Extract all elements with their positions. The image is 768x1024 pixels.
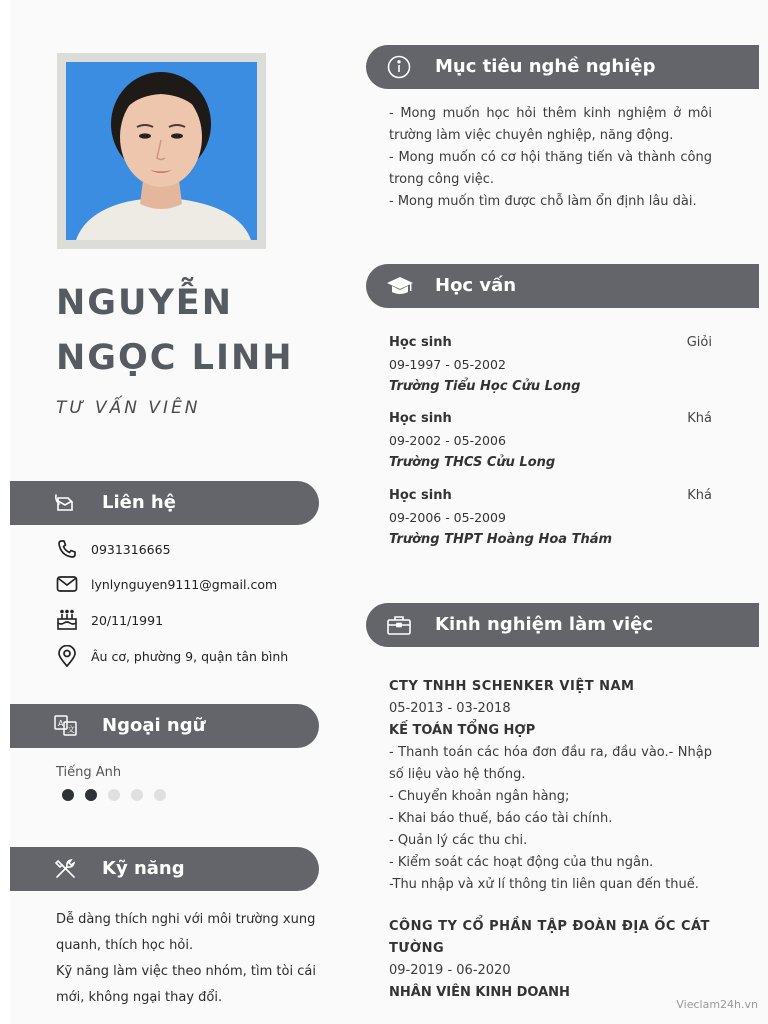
experience-detail: -Thu nhập và xử lí thông tin liên quan đến thuế. [389, 877, 699, 892]
education-dates: 09-2002 - 05-2006 [389, 433, 506, 448]
language-level-dot-empty [154, 789, 166, 801]
contact-phone: 0931316665 [91, 542, 171, 557]
info-icon [386, 55, 412, 79]
location-pin-icon [56, 645, 78, 667]
education-item [389, 335, 712, 401]
section-contact-header [10, 481, 319, 525]
section-objective-header [366, 45, 759, 89]
language-level-dot-filled [62, 789, 74, 801]
section-experience-header [366, 603, 759, 647]
name-line-1: NGUYỄN [56, 283, 233, 323]
experience-company: CÔNG TY CỔ PHẦN TẬP ĐOÀN ĐỊA ỐC CÁT TƯỜNG [389, 919, 710, 956]
education-heading: Học vấn [435, 275, 517, 296]
education-degree: Học sinh [389, 488, 452, 503]
svg-text:A: A [58, 719, 64, 728]
experience-dates: 09-2019 - 06-2020 [389, 963, 511, 978]
language-level-dot-filled [85, 789, 97, 801]
candidate-name [56, 276, 294, 386]
skills-line-1: Dễ dàng thích nghi với môi trường xung quanh, thích học hỏi. [56, 912, 316, 953]
phone-icon [56, 538, 78, 560]
experience-role: KẾ TOÁN TỔNG HỢP [389, 723, 536, 738]
experience-heading: Kinh nghiệm làm việc [435, 614, 654, 635]
experience-detail: - Quản lý các thu chi. [389, 833, 528, 848]
watermark: Vieclam24h.vn [676, 998, 758, 1011]
experience-detail: - Kiểm soát các hoạt động của thu ngân. [389, 855, 654, 870]
education-item [389, 411, 712, 477]
experience-dates: 05-2013 - 03-2018 [389, 701, 511, 716]
contact-address-row [56, 645, 316, 669]
education-degree: Học sinh [389, 411, 452, 426]
name-line-2: NGỌC LINH [56, 338, 294, 378]
objective-line-1: - Mong muốn học hỏi thêm kinh nghiệm ở môi trường làm việc chuyên nghiệp, năng động. [389, 106, 712, 143]
experience-item [389, 676, 712, 896]
objective-line-3: - Mong muốn tìm được chỗ làm ổn định lâu dài. [389, 194, 697, 209]
education-rank: Khá [687, 488, 712, 503]
education-school: Trường Tiểu Học Cửu Long [389, 379, 581, 394]
experience-company: CTY TNHH SCHENKER VIỆT NAM [389, 679, 635, 694]
contact-birthday-row [56, 609, 316, 633]
section-education-header [366, 264, 759, 308]
phone-envelope-icon [54, 492, 78, 514]
education-item [389, 488, 712, 554]
education-school: Trường THCS Cửu Long [389, 455, 556, 470]
contact-birthday: 20/11/1991 [91, 613, 164, 628]
objective-line-2: - Mong muốn có cơ hội thăng tiến và thành công trong công việc. [389, 150, 712, 187]
experience-detail: - Chuyển khoản ngân hàng; [389, 789, 570, 804]
skills-heading: Kỹ năng [102, 858, 185, 879]
job-title: TƯ VẤN VIÊN [56, 398, 201, 418]
languages-heading: Ngoại ngữ [102, 715, 206, 736]
experience-detail: - Khai báo thuế, báo cáo tài chính. [389, 811, 613, 826]
language-name: Tiếng Anh [56, 765, 122, 780]
education-school: Trường THPT Hoàng Hoa Thám [389, 532, 613, 547]
graduation-cap-icon [386, 274, 412, 298]
contact-phone-row [56, 538, 316, 562]
contact-heading: Liên hệ [102, 492, 176, 513]
experience-role: NHÂN VIÊN KINH DOANH [389, 985, 570, 1000]
education-dates: 09-1997 - 05-2002 [389, 357, 506, 372]
education-dates: 09-2006 - 05-2009 [389, 510, 506, 525]
tools-icon [54, 858, 78, 880]
education-rank: Khá [687, 411, 712, 426]
skills-text [56, 907, 321, 1011]
objective-heading: Mục tiêu nghề nghiệp [435, 56, 656, 77]
education-rank: Giỏi [686, 335, 712, 350]
experience-detail: - Thanh toán các hóa đơn đầu ra, đầu vào.- Nhập số liệu vào hệ thống. [389, 745, 712, 782]
section-languages-header [10, 704, 319, 748]
briefcase-icon [386, 613, 412, 637]
contact-email-row [56, 573, 316, 597]
language-level-dot-empty [131, 789, 143, 801]
contact-email: lynlynguyen9111@gmail.com [91, 577, 278, 592]
contact-address: Âu cơ, phường 9, quận tân bình [91, 649, 289, 664]
section-skills-header [10, 847, 319, 891]
profile-photo-frame [57, 53, 266, 249]
email-icon [56, 573, 78, 595]
birthday-cake-icon [56, 609, 78, 631]
experience-item [389, 916, 712, 1004]
objective-text [389, 103, 712, 213]
profile-photo [66, 62, 257, 240]
education-degree: Học sinh [389, 335, 452, 350]
skills-line-2: Kỹ năng làm việc theo nhóm, tìm tòi cái mới, không ngại thay đổi. [56, 964, 316, 1005]
svg-text:文: 文 [67, 725, 75, 734]
language-level-dot-empty [108, 789, 120, 801]
translate-icon [54, 715, 78, 737]
